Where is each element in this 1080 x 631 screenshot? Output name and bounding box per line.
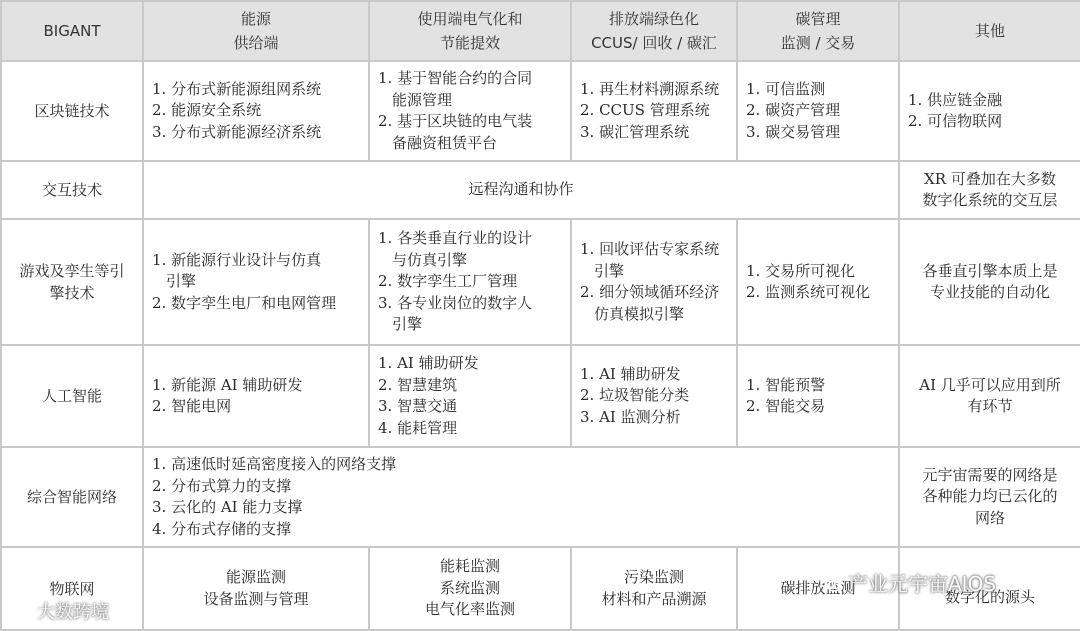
row-network bbox=[1, 447, 1080, 547]
watermark-left bbox=[10, 598, 109, 624]
cell-engine-emission: 1. 回收评估专家系统 引擎 2. 细分领域循环经济 仿真模拟引擎 bbox=[571, 219, 737, 345]
header-col-emission-green: 排放端绿色化 CCUS/ 回收 / 碳汇 bbox=[571, 1, 737, 61]
header-col-carbon-management: 碳管理 监测 / 交易 bbox=[737, 1, 899, 61]
header-col-electrification: 使用端电气化和 节能提效 bbox=[369, 1, 571, 61]
cell-blockchain-electrification: 1. 基于智能合约的合同 能源管理 2. 基于区块链的电气装 备融资租赁平台 bbox=[369, 61, 571, 161]
row-engine bbox=[1, 219, 1080, 345]
cell-engine-other: 各垂直引擎本质上是 专业技能的自动化 bbox=[899, 219, 1080, 345]
cell-blockchain-carbon: 1. 可信监测 2. 碳资产管理 3. 碳交易管理 bbox=[737, 61, 899, 161]
cell-engine-carbon: 1. 交易所可视化 2. 监测系统可视化 bbox=[737, 219, 899, 345]
cell-ai-electrification: 1. AI 辅助研发 2. 智慧建筑 3. 智慧交通 4. 能耗管理 bbox=[369, 345, 571, 447]
cell-network-span: 1. 高速低时延高密度接入的网络支撑 2. 分布式算力的支撑 3. 云化的 AI 能力支撑 4. 分布式存储的支撑 bbox=[143, 447, 899, 547]
cell-blockchain-emission: 1. 再生材料溯源系统 2. CCUS 管理系统 3. 碳汇管理系统 bbox=[571, 61, 737, 161]
cell-network-other: 元宇宙需要的网络是 各种能力均已云化的 网络 bbox=[899, 447, 1080, 547]
watermark-left-text: 大数跨境 bbox=[37, 602, 109, 623]
cell-engine-electrification: 1. 各类垂直行业的设计 与仿真引擎 2. 数字孪生工厂管理 3. 各专业岗位的数字人 引擎 bbox=[369, 219, 571, 345]
cell-blockchain-other: 1. 供应链金融 2. 可信物联网 bbox=[899, 61, 1080, 161]
cell-ai-carbon: 1. 智能预警 2. 智能交易 bbox=[737, 345, 899, 447]
cell-iot-energy: 能源监测 设备监测与管理 bbox=[143, 547, 369, 630]
cell-interaction-span: 远程沟通和协作 bbox=[143, 161, 899, 219]
cell-iot-other: 数字化的源头 bbox=[899, 547, 1080, 630]
cell-interaction-other: XR 可叠加在大多数 数字化系统的交互层 bbox=[899, 161, 1080, 219]
cell-engine-energy: 1. 新能源行业设计与仿真 引擎 2. 数字孪生电厂和电网管理 bbox=[143, 219, 369, 345]
header-corner: BIGANT bbox=[1, 1, 143, 61]
watermark-right bbox=[820, 568, 996, 597]
row-label-network: 综合智能网络 bbox=[1, 447, 143, 547]
header-col-energy-supply: 能源 供给端 bbox=[143, 1, 369, 61]
row-blockchain bbox=[1, 61, 1080, 161]
cell-iot-electrification: 能耗监测 系统监测 电气化率监测 bbox=[369, 547, 571, 630]
row-label-interaction: 交互技术 bbox=[1, 161, 143, 219]
row-label-ai: 人工智能 bbox=[1, 345, 143, 447]
cell-ai-emission: 1. AI 辅助研发 2. 垃圾智能分类 3. AI 监测分析 bbox=[571, 345, 737, 447]
header-row bbox=[1, 1, 1080, 61]
row-interaction bbox=[1, 161, 1080, 219]
chat-bubble-icon bbox=[10, 602, 32, 620]
row-ai bbox=[1, 345, 1080, 447]
cell-iot-emission: 污染监测 材料和产品溯源 bbox=[571, 547, 737, 630]
cell-ai-energy: 1. 新能源 AI 辅助研发 2. 智能电网 bbox=[143, 345, 369, 447]
row-label-engine: 游戏及孪生等引 擎技术 bbox=[1, 219, 143, 345]
cell-blockchain-energy: 1. 分布式新能源组网系统 2. 能源安全系统 3. 分布式新能源经济系统 bbox=[143, 61, 369, 161]
row-label-iot: 物联网 bbox=[1, 547, 143, 630]
cell-iot-carbon: 碳排放监测 bbox=[737, 547, 899, 630]
cell-ai-other: AI 几乎可以应用到所 有环节 bbox=[899, 345, 1080, 447]
row-label-blockchain: 区块链技术 bbox=[1, 61, 143, 161]
watermark-right-text: 产业元宇宙AIOS bbox=[848, 572, 997, 596]
header-col-other: 其他 bbox=[899, 1, 1080, 61]
wechat-icon bbox=[820, 574, 842, 592]
